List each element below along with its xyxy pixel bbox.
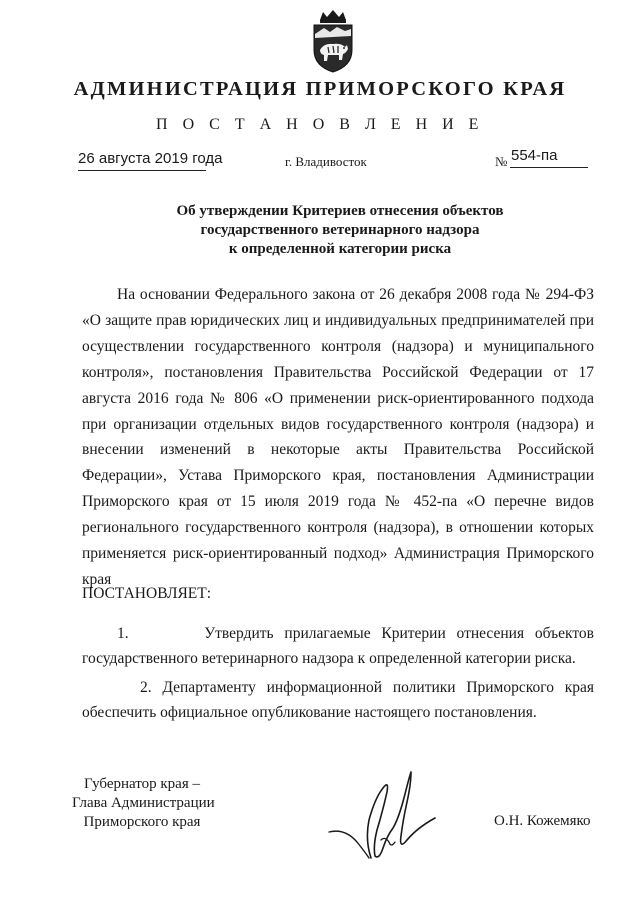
number-sign: № xyxy=(495,154,508,169)
item-text: Департаменту информационной политики Приморского края обеспечить официальное опубликование настоящего постановления. xyxy=(82,679,594,721)
item-number: 2. xyxy=(140,679,152,696)
document-subject xyxy=(140,202,540,259)
document-number: 554-па xyxy=(511,147,558,164)
preamble-paragraph: На основании Федерального закона от 26 декабря 2008 года № 294-ФЗ «О защите прав юридических лиц и индивидуальных предпринимателей при осуществлении государственного контроля (надзора) и муниципального контроля», постановления Правительства Российской Федерации от 17 августа 2016 года № 806 «О применении риск-ориентированного подхода при организации отдельных видов государственного контроля (надзора) и внесении изменений в некоторые акты Правительства Российской Федерации», Устава Приморского края, постановления Администрации Приморского края от 15 июля 2019 года № 452-па «О перечне видов регионального государственного контроля (надзора), в отношении которых применяется риск-ориентированный подход» Администрация Приморского края xyxy=(82,286,594,588)
organization-title: АДМИНИСТРАЦИЯ ПРИМОРСКОГО КРАЯ xyxy=(73,78,567,100)
signer-position-line: Глава Администрации xyxy=(72,795,215,811)
signer-position-line: Приморского края xyxy=(83,814,201,830)
subject-line: Об утверждении Критериев отнесения объектов xyxy=(176,203,504,219)
subject-line: государственного ветеринарного надзора xyxy=(200,222,480,238)
primorsky-coat-of-arms-icon xyxy=(306,10,360,74)
document-date: 26 августа 2019 года xyxy=(78,150,223,167)
signer-name: О.Н. Кожемяко xyxy=(494,813,591,829)
document-type: П О С Т А Н О В Л Е Н И Е xyxy=(156,116,484,133)
decree-word: ПОСТАНОВЛЯЕТ: xyxy=(82,585,212,602)
subject-line: к определенной категории риска xyxy=(228,241,452,257)
item-text: Утвердить прилагаемые Критерии отнесения объектов государственного ветеринарного надзора к определенной категории риска. xyxy=(82,625,594,667)
number-underline xyxy=(510,167,588,168)
handwritten-signature xyxy=(325,770,440,865)
item-number: 1. xyxy=(117,625,129,642)
document-city: г. Владивосток xyxy=(285,154,367,169)
resolution-item-1 xyxy=(82,621,594,671)
resolution-item-2 xyxy=(82,675,594,725)
signer-position xyxy=(72,775,215,832)
date-underline xyxy=(78,170,206,171)
signer-position-line: Губернатор края – xyxy=(84,776,200,792)
